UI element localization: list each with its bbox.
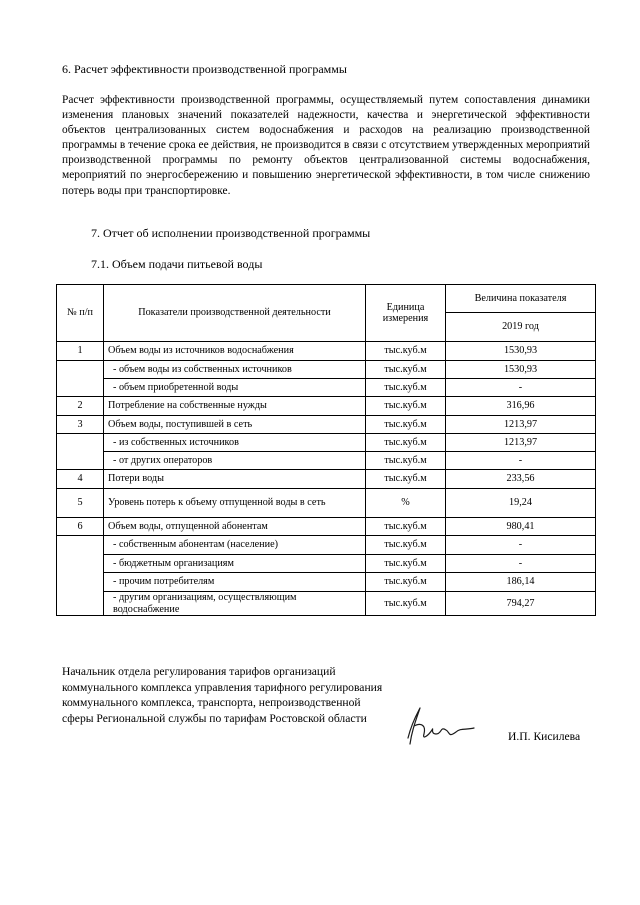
section-7-1-heading: 7.1. Объем подачи питьевой воды (91, 257, 263, 271)
table-row (57, 397, 596, 416)
header-year: 2019 год (446, 313, 596, 342)
cell-value: 233,56 (446, 470, 596, 489)
cell-unit: тыс.куб.м (366, 434, 446, 452)
header-unit: Единица измерения (366, 285, 446, 342)
cell-indicator: - собственным абонентам (население) (104, 536, 366, 555)
cell-indicator: Уровень потерь к объему отпущенной воды в сеть (104, 489, 366, 518)
cell-value: 19,24 (446, 489, 596, 518)
signature-position-text: Начальник отдела регулирования тарифов организаций коммунального комплекса управления тарифного регулирования коммунального комплекса, транспорта, непроизводственной сферы Региональной службы по тарифам Ростовской области (62, 665, 383, 725)
cell-value: - (446, 452, 596, 470)
cell-num (57, 434, 104, 470)
cell-num (57, 536, 104, 616)
table-row (57, 342, 596, 361)
cell-value: 980,41 (446, 518, 596, 536)
table-row (57, 573, 596, 592)
cell-indicator: Потребление на собственные нужды (104, 397, 366, 416)
cell-unit: тыс.куб.м (366, 592, 446, 616)
cell-unit: тыс.куб.м (366, 536, 446, 555)
cell-indicator: Объем воды из источников водоснабжения (104, 342, 366, 361)
cell-value: - (446, 536, 596, 555)
handwritten-signature (400, 700, 480, 752)
cell-unit: тыс.куб.м (366, 397, 446, 416)
cell-value: 1213,97 (446, 434, 596, 452)
cell-value: 1213,97 (446, 416, 596, 434)
section-7-heading: 7. Отчет об исполнении производственной программы (91, 226, 371, 240)
cell-num: 5 (57, 489, 104, 518)
cell-unit: тыс.куб.м (366, 416, 446, 434)
cell-unit: тыс.куб.м (366, 361, 446, 379)
cell-unit: тыс.куб.м (366, 518, 446, 536)
cell-unit: тыс.куб.м (366, 342, 446, 361)
cell-num: 1 (57, 342, 104, 361)
cell-indicator: - из собственных источников (104, 434, 366, 452)
cell-value: - (446, 555, 596, 573)
cell-unit: тыс.куб.м (366, 555, 446, 573)
cell-indicator: - объем воды из собственных источников (104, 361, 366, 379)
cell-indicator: - от других операторов (104, 452, 366, 470)
cell-num: 2 (57, 397, 104, 416)
cell-unit: % (366, 489, 446, 518)
table-row (57, 470, 596, 489)
cell-indicator: - прочим потребителям (104, 573, 366, 592)
table-row (57, 555, 596, 573)
cell-indicator: - бюджетным организациям (104, 555, 366, 573)
cell-indicator: - объем приобретенной воды (104, 379, 366, 397)
cell-value: 186,14 (446, 573, 596, 592)
cell-unit: тыс.куб.м (366, 573, 446, 592)
cell-value: - (446, 379, 596, 397)
cell-num: 6 (57, 518, 104, 536)
section-6-heading: 6. Расчет эффективности производственной программы (62, 62, 347, 76)
table-row (57, 452, 596, 470)
cell-indicator: Объем воды, отпущенной абонентам (104, 518, 366, 536)
cell-indicator: Потери воды (104, 470, 366, 489)
header-indicator: Показатели производственной деятельности (104, 285, 366, 342)
section-6-paragraph: Расчет эффективности производственной программы, осуществляемый путем сопоставления динамики изменения плановых значений показателей надежности, качества и энергетической эффективности объектов централизованных систем водоснабжения и расходов на реализацию производственной программы в течение срока ее действия, не производится в связи с отсутствием утвержденных мероприятий производственной программы по ремонту объектов централизованной системы водоснабжения, мероприятий по энергосбережению и повышению энергетической эффективности, в том числе снижению потерь воды при транспортировке. (62, 94, 590, 197)
table-row (57, 489, 596, 518)
cell-value: 316,96 (446, 397, 596, 416)
cell-value: 1530,93 (446, 342, 596, 361)
table-row (57, 361, 596, 379)
cell-indicator: Объем воды, поступившей в сеть (104, 416, 366, 434)
cell-num: 3 (57, 416, 104, 434)
cell-indicator: - другим организациям, осуществляющим водоснабжение (104, 592, 366, 616)
cell-unit: тыс.куб.м (366, 379, 446, 397)
table-row (57, 536, 596, 555)
table-row (57, 416, 596, 434)
table-row (57, 434, 596, 452)
cell-value: 1530,93 (446, 361, 596, 379)
signer-name: И.П. Кисилева (508, 730, 581, 743)
cell-num: 4 (57, 470, 104, 489)
water-supply-table (56, 284, 596, 616)
cell-unit: тыс.куб.м (366, 452, 446, 470)
cell-unit: тыс.куб.м (366, 470, 446, 489)
cell-num (57, 361, 104, 397)
table-row (57, 592, 596, 616)
table-row (57, 379, 596, 397)
table-row (57, 518, 596, 536)
header-num: № п/п (57, 285, 104, 342)
header-value-group: Величина показателя (446, 285, 596, 313)
cell-value: 794,27 (446, 592, 596, 616)
